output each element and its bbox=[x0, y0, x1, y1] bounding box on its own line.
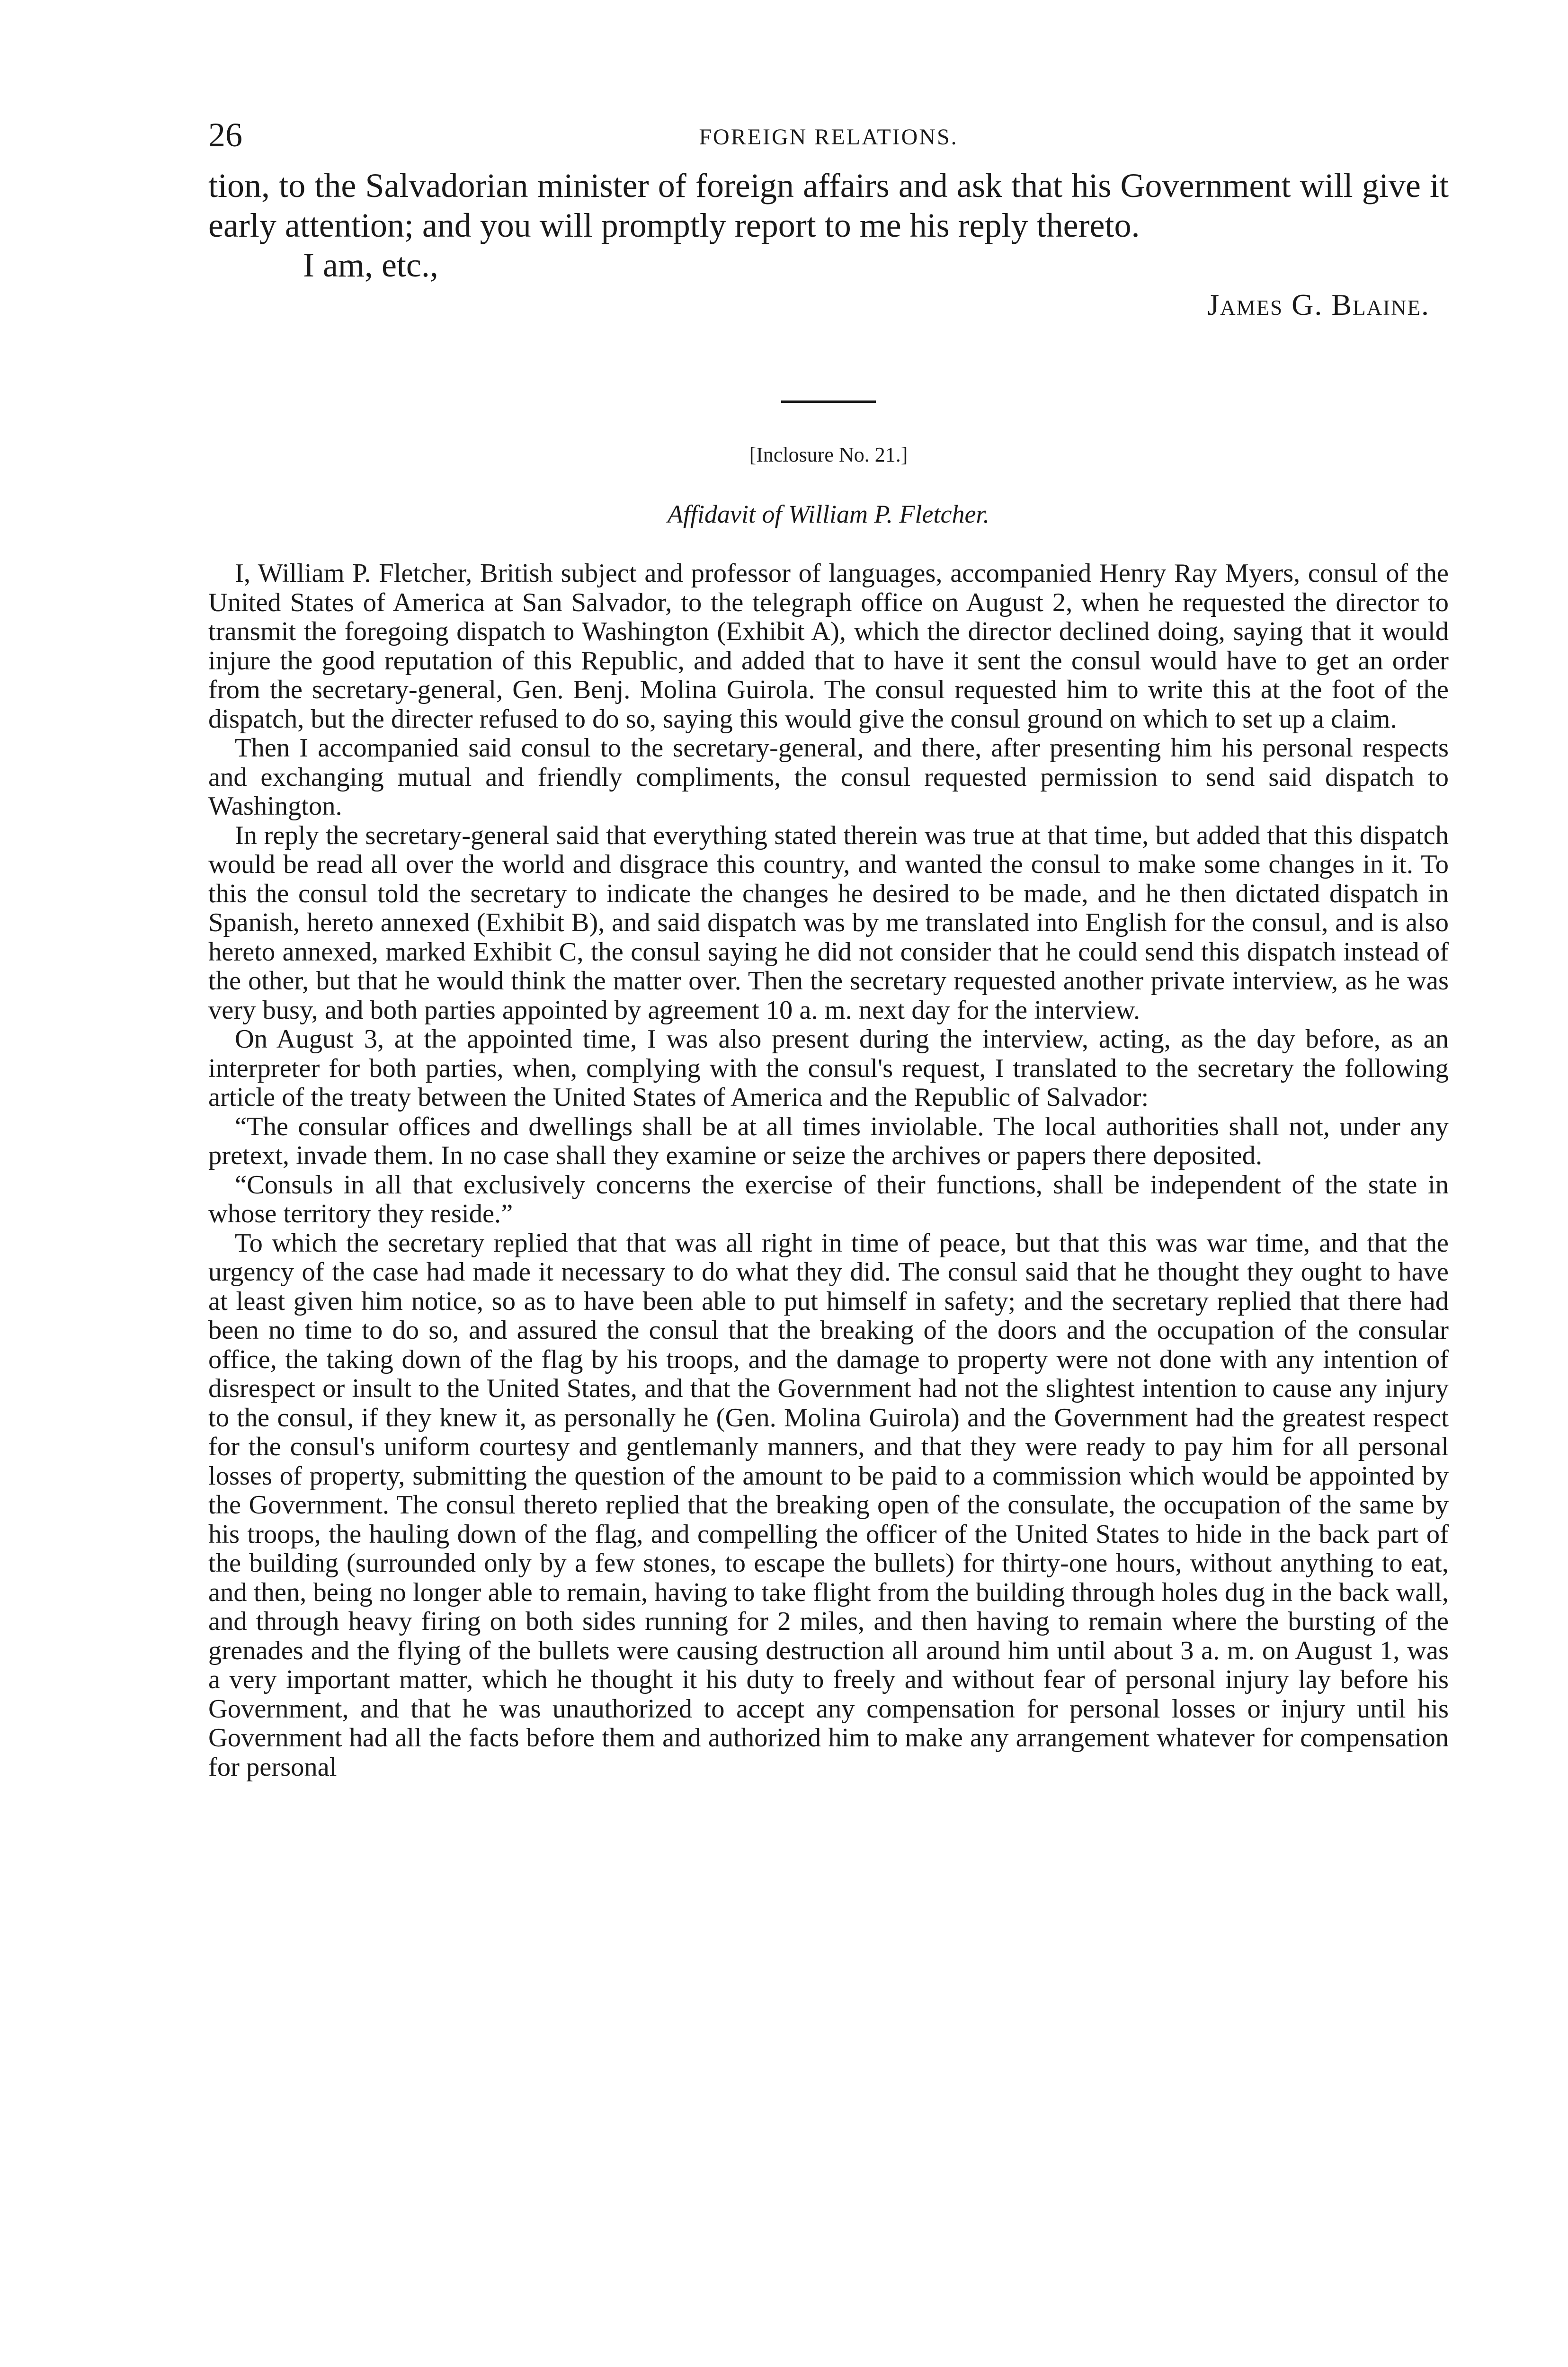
section-divider bbox=[781, 400, 876, 403]
paragraph: Then I accompanied said consul to the secretary-general, and there, after presenting him his personal respects and exchanging mutual and friendly compliments, the consul requested permission to send said dispatch to Washington. bbox=[208, 733, 1449, 821]
running-head: FOREIGN RELATIONS. bbox=[699, 125, 958, 150]
paragraph: On August 3, at the appointed time, I was also present during the interview, acting, as the day before, as an interpreter for both parties, when, complying with the consul's request, I translated to the secretary the following article of the treaty between the United States of America and the Republic of Salvador: bbox=[208, 1024, 1449, 1112]
treaty-quote: “The consular offices and dwellings shall be at all times inviolable. The local authorities shall not, under any pretext, invade them. In no case shall they examine or seize the archives or papers there deposited. bbox=[208, 1112, 1449, 1170]
paragraph: In reply the secretary-general said that everything stated therein was true at that time, but added that this dispatch would be read all over the world and disgrace this country, and wanted the consul to make some changes in it. To this the consul told the secretary to indicate the changes he desired to be made, and he then dictated dispatch in Spanish, hereto annexed (Exhibit B), and said dispatch was by me translated into English for the consul, and is also hereto annexed, marked Exhibit C, the consul saying he did not consider that he could send this dispatch instead of the other, but that he would think the matter over. Then the secretary requested another private interview, as he was very busy, and both parties appointed by agreement 10 a. m. next day for the interview. bbox=[208, 820, 1449, 1025]
treaty-quote: “Consuls in all that exclusively concerns the exercise of their functions, shall be independent of the state in whose territory they reside.” bbox=[208, 1170, 1449, 1228]
signature: James G. Blaine. bbox=[1207, 288, 1430, 321]
letter-closing: I am, etc., bbox=[303, 246, 438, 284]
page-number: 26 bbox=[208, 116, 242, 154]
page-header bbox=[208, 114, 1449, 166]
paragraph: To which the secretary replied that that was all right in time of peace, but that this was war time, and that the urgency of the case had made it necessary to do what they did. The consul said that he thought they ought to have at least given him notice, so as to have been able to put himself in safety; and the secretary replied that there had been no time to do so, and assured the consul that the breaking of the doors and the occupation of the consular office, the taking down of the flag by his troops, and the damage to property were not done with any intention of disrespect or insult to the United States, and that the Government had not the slightest intention to cause any injury to the consul, if they knew it, as personally he (Gen. Molina Guirola) and the Government had the greatest respect for the consul's uniform courtesy and gentlemanly manners, and that they were ready to pay him for all personal losses of property, submitting the question of the amount to be paid to a commission which would be appointed by the Government. The consul thereto replied that the breaking open of the consulate, the occupation of the same by his troops, the hauling down of the flag, and compelling the officer of the United States to hide in the back part of the building (surrounded only by a few stones, to escape the bullets) for thirty-one hours, without anything to eat, and then, being no longer able to remain, having to take flight from the building through holes dug in the back wall, and through heavy firing on both sides running for 2 miles, and then having to remain where the bursting of the grenades and the flying of the bullets were causing destruction all around him until about 3 a. m. on August 1, was a very important matter, which he thought it his duty to freely and without fear of personal injury lay before his Government, and that he was unauthorized to accept any compensation for personal losses or injury until his Government had all the facts before them and authorized him to make any arrangement whatever for compensation for personal bbox=[208, 1228, 1449, 1782]
document-page bbox=[208, 114, 1449, 1782]
paragraph: I, William P. Fletcher, British subject and professor of languages, accompanied Henry Ray Myers, consul of the United States of America at San Salvador, to the telegraph office on August 2, when he requested the director to transmit the foregoing dispatch to Washington (Exhibit A), which the director declined doing, saying that it would injure the good reputation of this Republic, and added that to have it sent the consul would have to get an order from the secretary-general, Gen. Benj. Molina Guirola. The consul requested him to write this at the foot of the dispatch, but the directer refused to do so, saying this would give the consul ground on which to set up a claim. bbox=[208, 559, 1449, 734]
letter-continuation: tion, to the Salvadorian minister of foreign affairs and ask that his Government will give it early attention; and you will promptly report to me his reply thereto. bbox=[208, 167, 1449, 244]
affidavit-title: Affidavit of William P. Fletcher. bbox=[668, 500, 989, 528]
affidavit-body bbox=[208, 559, 1449, 1782]
inclosure-label: [Inclosure No. 21.] bbox=[749, 443, 908, 466]
